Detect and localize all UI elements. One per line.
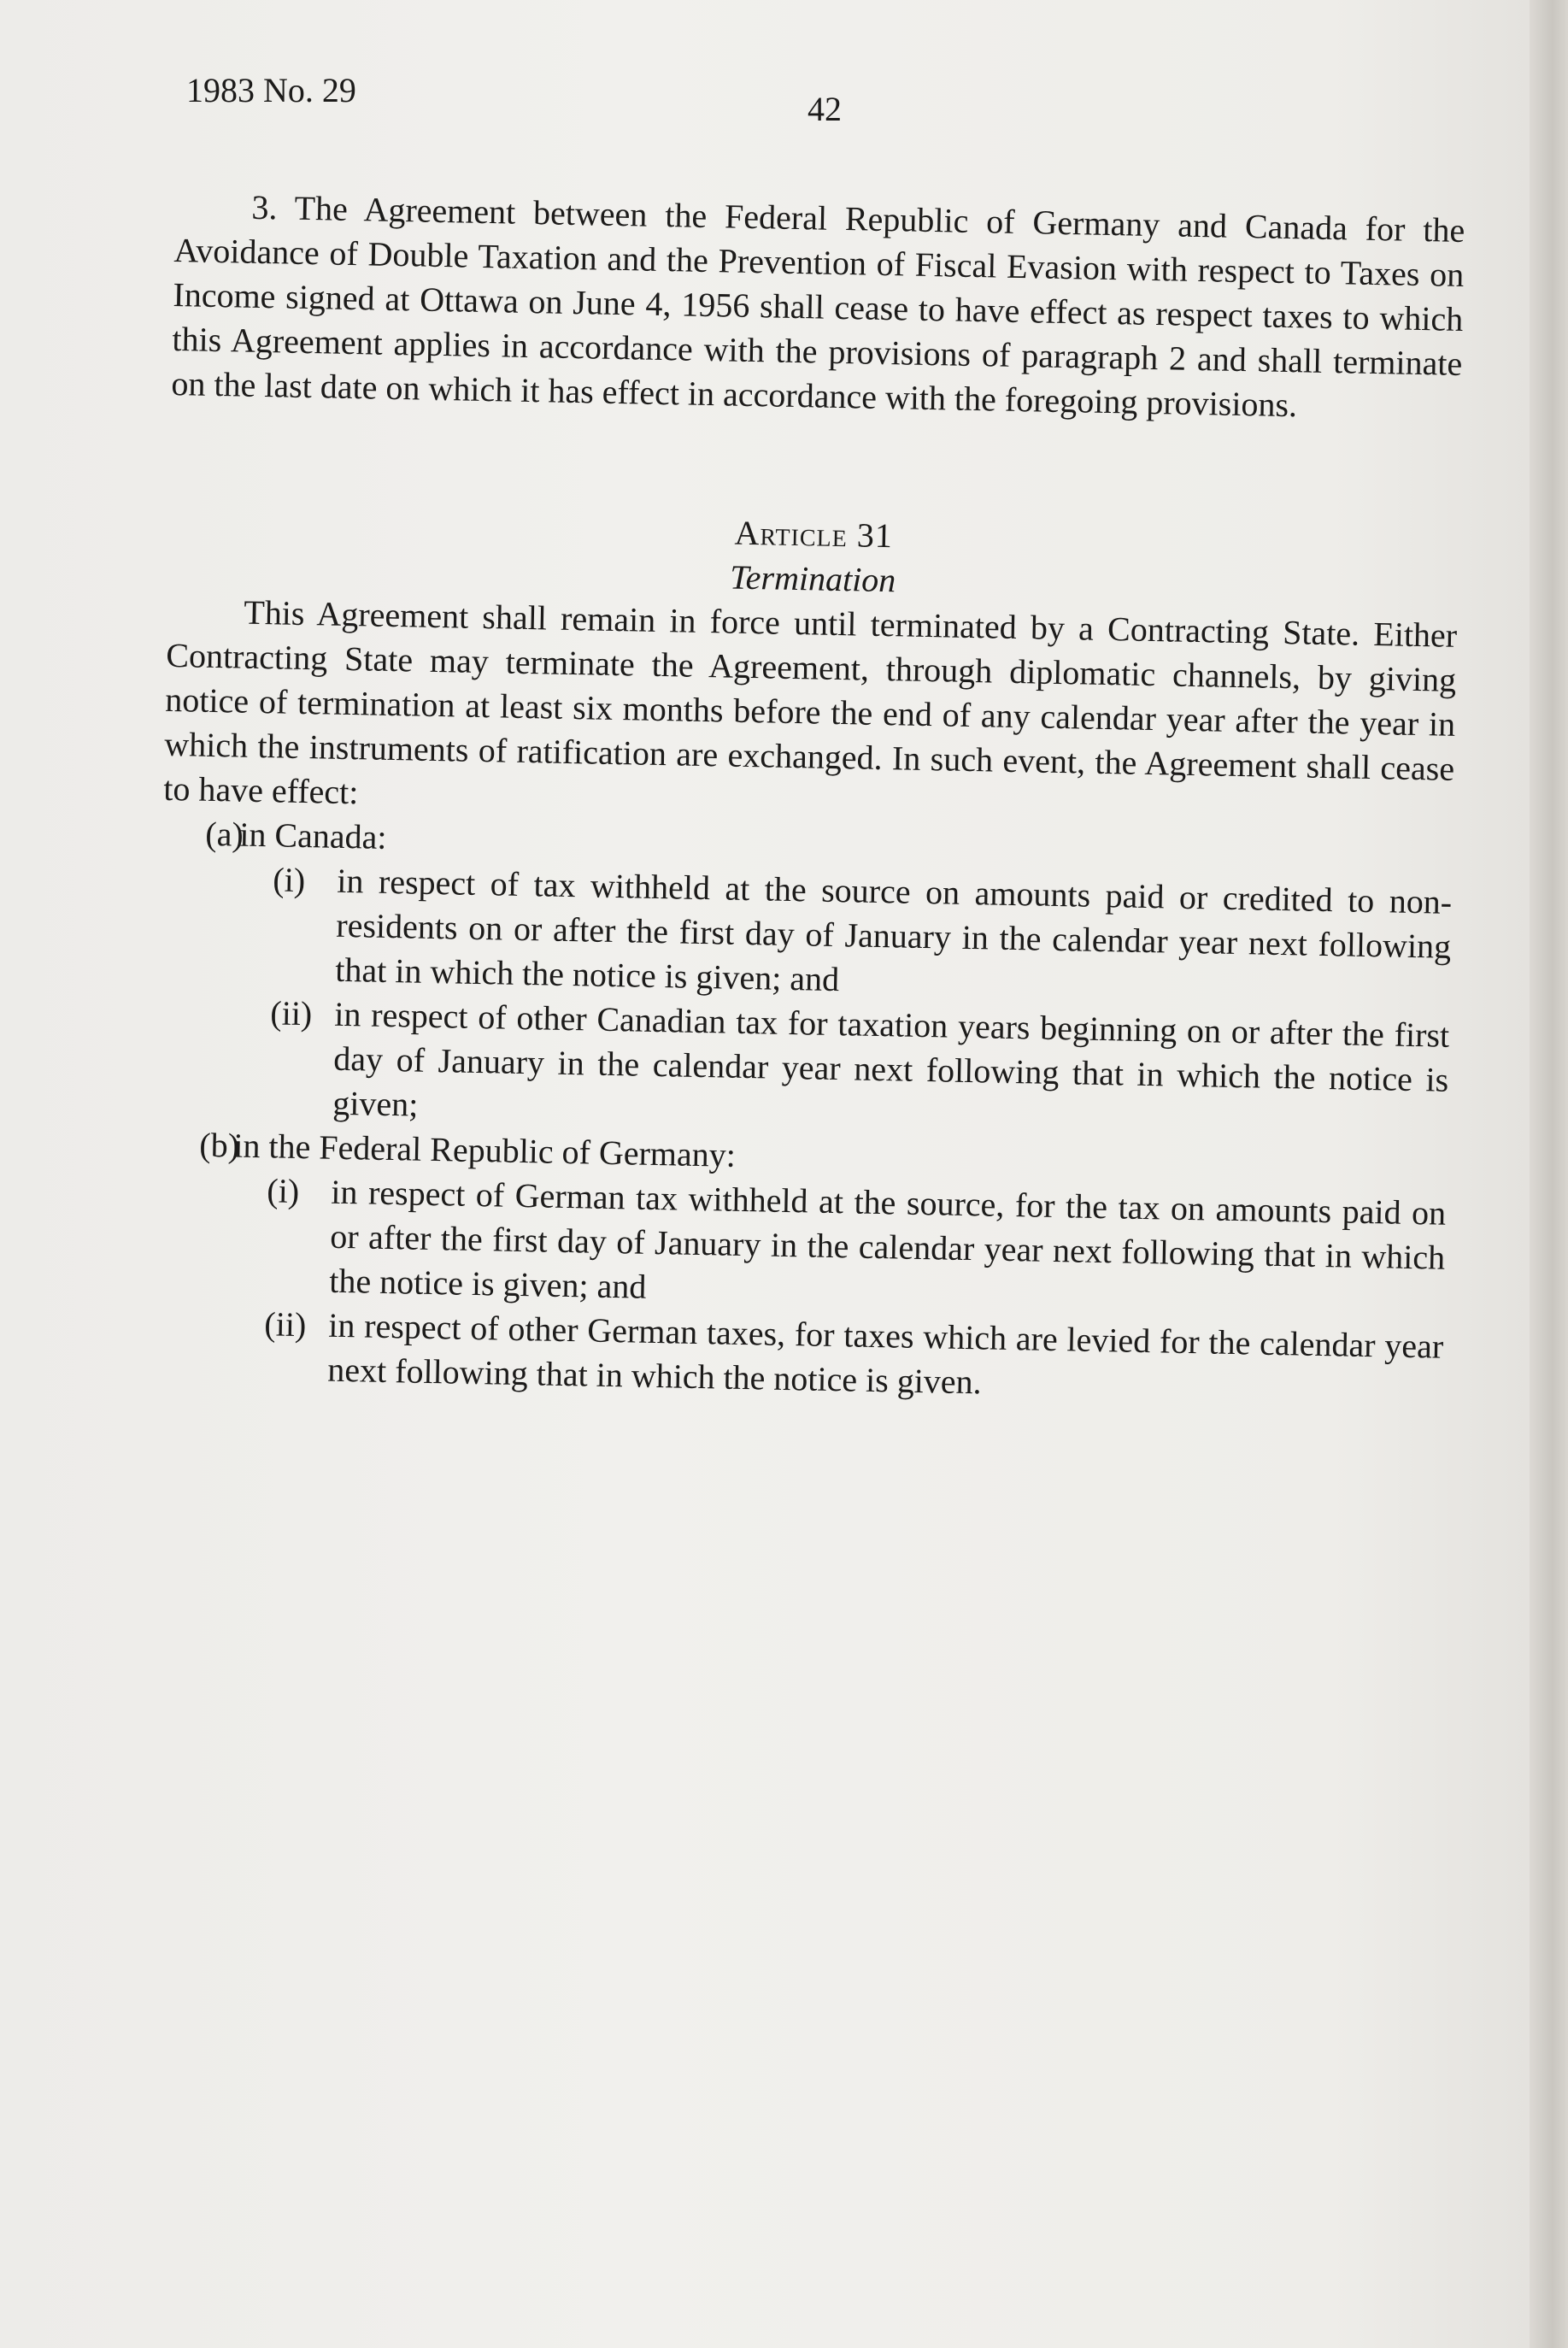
item-text: in respect of other German taxes, for taxes which are levied for the calendar year next following that in which the notice is given.: [326, 1305, 1444, 1402]
article-subtitle: Termination: [729, 557, 896, 600]
page-edge-shadow: [1530, 0, 1568, 2348]
section-b-item-i: [154, 1167, 1447, 1325]
section-label: in the Federal Republic of Germany:: [232, 1126, 737, 1174]
article-intro: This Agreement shall remain in force until terminated by a Contracting State. Either Contracting State may terminate the Agreement, through diplomatic channels, by giving notice of termination at least six months before the end of any calendar year after the year in which the instruments of ratification are exchanged. In such event, the Agreement shall cease to have effect:: [162, 592, 1458, 812]
item-text: in respect of other Canadian tax for taxation years beginning on or after the first day of January in the calendar year next following that in which the notice is given;: [332, 994, 1450, 1124]
item-marker: (i): [272, 860, 306, 900]
section-marker: (a): [204, 814, 244, 854]
paragraph-3: 3. The Agreement between the Federal Republic of Germany and Canada for the Avoidance of Double Taxation and the Prevention of Fiscal Evasion with respect to Taxes on Income signed at Ottawa on June 4, 1956 shall cease to have effect as respect taxes to which this Agreement applies in accordance with the provisions of paragraph 2 and shall terminate on the last date on which it has effect in accordance with the foregoing provisions.: [171, 187, 1465, 425]
section-a-item-i: [160, 856, 1453, 1014]
section-marker: (b): [198, 1125, 240, 1165]
item-text: in respect of tax withheld at the source on amounts paid or credited to non-residents on or after the first day of January in the calendar year next following that in which the notice is given; and: [334, 861, 1453, 999]
section-a-item-ii: [157, 989, 1450, 1147]
document-body: [152, 184, 1465, 1414]
item-marker: (ii): [269, 993, 313, 1033]
section-label: in Canada:: [238, 815, 387, 856]
item-marker: (ii): [263, 1304, 307, 1345]
item-text: in respect of German tax withheld at the source, for the tax on amounts paid on or after the first day of January in the calendar year next following that in which the notice is given; and: [328, 1172, 1447, 1306]
statute-reference: 1983 No. 29: [186, 71, 356, 109]
item-marker: (i): [266, 1171, 300, 1210]
page-number: 42: [807, 90, 842, 128]
article-title: Article 31: [734, 513, 894, 556]
